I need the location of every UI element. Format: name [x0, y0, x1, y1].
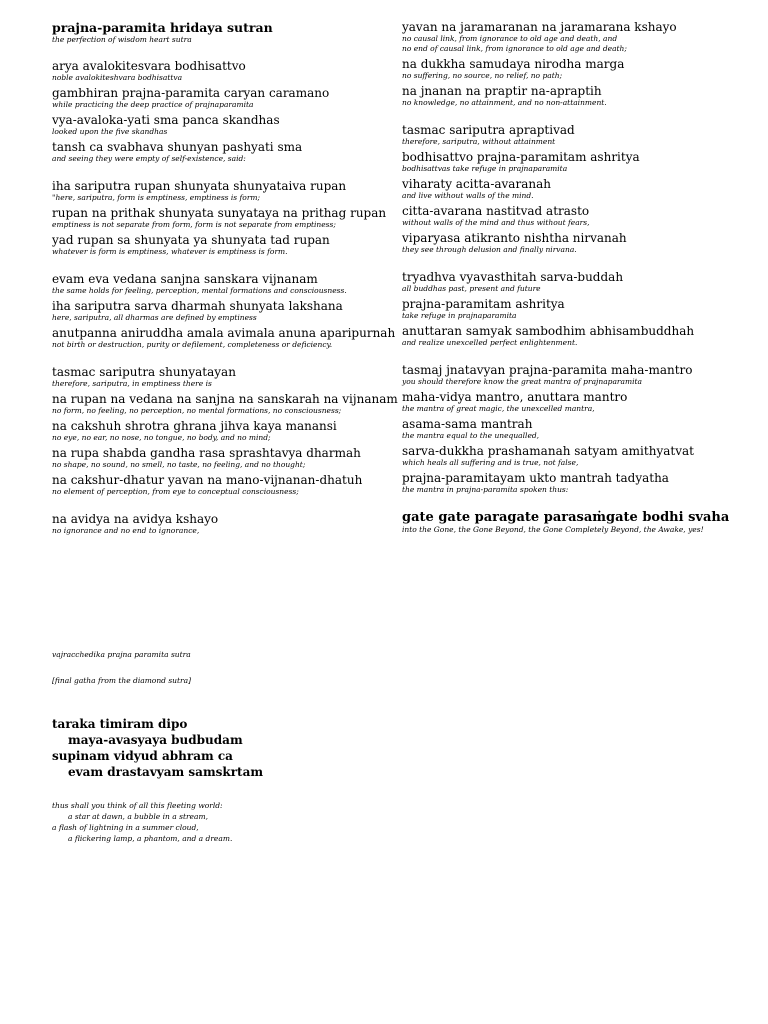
sanskrit-line: maha-vidya mantro, anuttara mantro: [402, 390, 628, 404]
translation-line: whatever is form is emptiness, whatever is emptiness is form.: [52, 247, 288, 256]
sanskrit-line: na avidya na avidya kshayo: [52, 512, 219, 526]
gatha-translation-line: a star at dawn, a bubble in a stream,: [68, 812, 208, 821]
verse-block: [402, 123, 752, 255]
gatha-translation-line: a flash of lightning in a summer cloud,: [52, 823, 199, 832]
block-spacer: [52, 260, 382, 272]
translation-line: here, sariputra, all dharmas are defined by emptiness: [52, 313, 257, 322]
translation-line: no shape, no sound, no smell, no taste, no feeling, and no thought;: [52, 460, 306, 469]
block-spacer: [402, 258, 752, 270]
verse-block: [52, 59, 382, 164]
gatha-line: taraka timiram dipo: [52, 717, 188, 731]
translation-line: no end of causal link, from ignorance to old age and death;: [402, 44, 627, 53]
sanskrit-line: viharaty acitta-avaranah: [402, 177, 551, 191]
sanskrit-line: rupan na prithak shunyata sunyataya na prithag rupan: [52, 206, 387, 220]
translation-line: therefore, sariputra, without attainment: [402, 137, 556, 146]
translation-line: take refuge in prajnaparamita: [402, 311, 517, 320]
translation-line: emptiness is not separate from form, form is not separate from emptiness;: [52, 220, 336, 229]
verse-block: [402, 363, 752, 495]
sanskrit-line: yavan na jaramaranan na jaramarana kshayo: [402, 20, 677, 34]
translation-line: while practicing the deep practice of prajnaparamita: [52, 100, 254, 109]
gatha-line: evam drastavyam samskrtam: [68, 765, 264, 779]
translation-line: no suffering, no source, no relief, no path;: [402, 71, 563, 80]
document-title: prajna-paramita hridaya sutran: [52, 20, 273, 35]
translation-line: "here, sariputra, form is emptiness, emptiness is form;: [52, 193, 261, 202]
sanskrit-line: prajna-paramitayam ukto mantrah tadyatha: [402, 471, 669, 485]
sanskrit-line: prajna-paramitam ashritya: [402, 297, 565, 311]
gatha-line: maya-avasyaya budbudam: [68, 733, 243, 747]
sanskrit-line: arya avalokitesvara bodhisattvo: [52, 59, 246, 73]
sanskrit-line: anuttaran samyak sambodhim abhisambuddhah: [402, 324, 695, 338]
translation-line: and realize unexcelled perfect enlightenment.: [402, 338, 578, 347]
verse-block: [52, 179, 387, 257]
sanskrit-line: na dukkha samudaya nirodha marga: [402, 57, 625, 71]
translation-line: and seeing they were empty of self-existence, said:: [52, 154, 246, 163]
verse-block: [402, 20, 752, 108]
sanskrit-line: tansh ca svabhava shunyan pashyati sma: [52, 140, 303, 154]
sanskrit-line: asama-sama mantrah: [402, 417, 533, 431]
block-spacer: [402, 111, 752, 123]
gatha-translation-line: thus shall you think of all this fleeting world:: [52, 801, 223, 810]
translation-line: they see through delusion and finally nirvana.: [402, 245, 577, 254]
sanskrit-line: vya-avaloka-yati sma panca skandhas: [52, 113, 280, 127]
translation-line: all buddhas past, present and future: [402, 284, 541, 293]
gatha-line: supinam vidyud abhram ca: [52, 749, 233, 763]
sanskrit-line: na rupan na vedana na sanjna na sanskarah na vijnanam: [52, 392, 398, 406]
verse-block: [52, 365, 398, 497]
document-title-translation: the perfection of wisdom heart sutra: [52, 35, 192, 44]
block-spacer: [402, 498, 752, 510]
gatha-verse: [52, 716, 382, 780]
sanskrit-line: sarva-dukkha prashamanah satyam amithyatvat: [402, 444, 694, 458]
sanskrit-line: evam eva vedana sanjna sanskara vijnanam: [52, 272, 318, 286]
translation-line: therefore, sariputra, in emptiness there is: [52, 379, 212, 388]
translation-line: no form, no feeling, no perception, no mental formations, no consciousness;: [52, 406, 342, 415]
block-spacer: [52, 353, 382, 365]
block-spacer: [52, 167, 382, 179]
sanskrit-line: iha sariputra rupan shunyata shunyataiva rupan: [52, 179, 347, 193]
verse-block: [52, 272, 396, 350]
sanskrit-line: gambhiran prajna-paramita caryan caramano: [52, 86, 330, 100]
source-title: vajracchedika prajna paramita sutra: [52, 650, 191, 659]
translation-line: the mantra equal to the unequalled,: [402, 431, 540, 440]
sanskrit-line: anutpanna aniruddha amala avimala anuna aparipurnah: [52, 326, 396, 340]
gatha-translation: [52, 800, 382, 844]
translation-line: not birth or destruction, purity or defilement, completeness or deficiency.: [52, 340, 333, 349]
right-column: [402, 20, 752, 538]
block-spacer: [52, 500, 382, 512]
sanskrit-line: citta-avarana nastitvad atrasto: [402, 204, 590, 218]
left-column: [52, 20, 398, 539]
block-spacer: [402, 351, 752, 363]
sanskrit-line: na cakshuh shrotra ghrana jihva kaya manansi: [52, 419, 337, 433]
sanskrit-line: bodhisattvo prajna-paramitam ashritya: [402, 150, 640, 164]
verse-block: [52, 512, 382, 536]
translation-line: no eye, no ear, no nose, no tongue, no body, and no mind;: [52, 433, 271, 442]
translation-line: looked upon the five skandhas: [52, 127, 168, 136]
sanskrit-line: tryadhva vyavasthitah sarva-buddah: [402, 270, 624, 284]
sanskrit-line: iha sariputra sarva dharmah shunyata lakshana: [52, 299, 343, 313]
translation-line: bodhisattvas take refuge in prajnaparamita: [402, 164, 568, 173]
mantra-translation: into the Gone, the Gone Beyond, the Gone Completely Beyond, the Awake, yes!: [402, 525, 704, 534]
sanskrit-line: na jnanan na praptir na-apraptih: [402, 84, 602, 98]
translation-line: you should therefore know the great mantra of prajnaparamita: [402, 377, 642, 386]
gatha-translation-line: a flickering lamp, a phantom, and a dream.: [68, 834, 233, 843]
translation-line: no element of perception, from eye to conceptual consciousness;: [52, 487, 299, 496]
sanskrit-line: tasmaj jnatavyan prajna-paramita maha-mantro: [402, 363, 693, 377]
sanskrit-line: tasmac sariputra apraptivad: [402, 123, 575, 137]
translation-line: the mantra of great magic, the unexcelled mantra,: [402, 404, 595, 413]
translation-line: the same holds for feeling, perception, mental formations and consciousness.: [52, 286, 347, 295]
translation-line: no ignorance and no end to ignorance,: [52, 526, 200, 535]
translation-line: no knowledge, no attainment, and no non-attainment.: [402, 98, 607, 107]
source-note: [final gatha from the diamond sutra]: [52, 676, 192, 685]
verse-block: [402, 270, 752, 348]
translation-line: without walls of the mind and thus without fears,: [402, 218, 590, 227]
sanskrit-line: tasmac sariputra shunyatayan: [52, 365, 236, 379]
translation-line: and live without walls of the mind.: [402, 191, 534, 200]
translation-line: noble avalokiteshvara bodhisattva: [52, 73, 183, 82]
translation-line: which heals all suffering and is true, not false,: [402, 458, 579, 467]
mantra-line: gate gate paragate parasaṁgate bodhi svaha: [402, 510, 730, 525]
sanskrit-line: na cakshur-dhatur yavan na mano-vijnanan-dhatuh: [52, 473, 363, 487]
translation-line: no causal link, from ignorance to old age and death, and: [402, 34, 618, 43]
translation-line: the mantra in prajna-paramita spoken thus:: [402, 485, 569, 494]
sanskrit-line: na rupa shabda gandha rasa sprashtavya dharmah: [52, 446, 361, 460]
sanskrit-line: yad rupan sa shunyata ya shunyata tad rupan: [52, 233, 330, 247]
diamond-sutra-section: [52, 650, 382, 844]
sanskrit-line: viparyasa atikranto nishtha nirvanah: [402, 231, 627, 245]
mantra-block: [402, 510, 752, 535]
